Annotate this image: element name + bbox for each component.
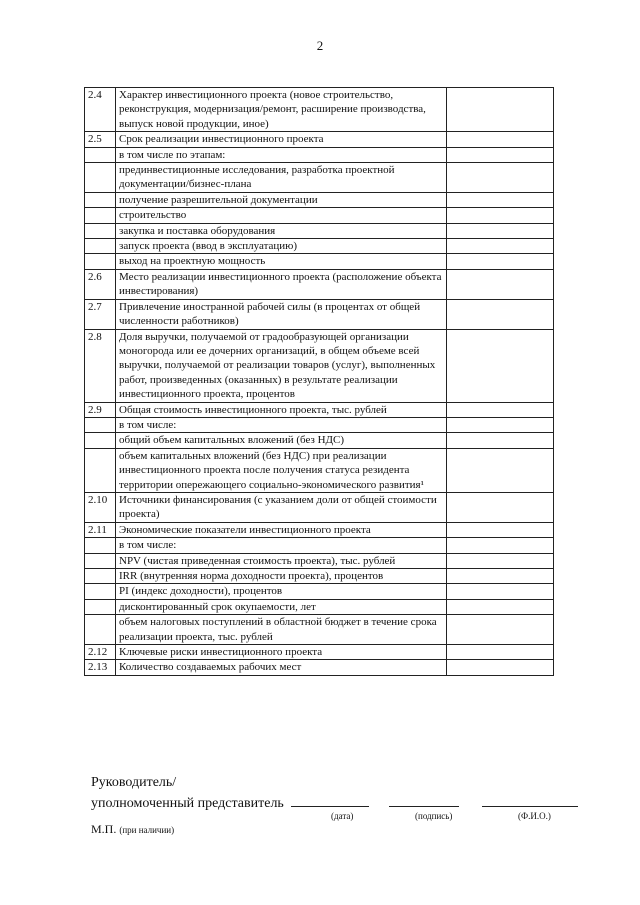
table-row [85, 402, 554, 417]
row-number [85, 208, 116, 223]
row-description: получение разрешительной документации [116, 192, 447, 207]
row-description: дисконтированный срок окупаемости, лет [116, 599, 447, 614]
row-number [85, 448, 116, 492]
table-row [85, 522, 554, 537]
table-row [85, 329, 554, 402]
row-value-cell[interactable] [447, 299, 554, 329]
signer-title-line1: Руководитель/ [91, 775, 177, 790]
table-row [85, 132, 554, 147]
table-row [85, 599, 554, 614]
row-description: Ключевые риски инвестиционного проекта [116, 645, 447, 660]
row-value-cell[interactable] [447, 192, 554, 207]
row-value-cell[interactable] [447, 584, 554, 599]
row-value-cell[interactable] [447, 522, 554, 537]
table-row [85, 569, 554, 584]
row-description: объем налоговых поступлений в областной бюджет в течение срока реализации проекта, тыс. рублей [116, 615, 447, 645]
table-row [85, 660, 554, 675]
row-value-cell[interactable] [447, 402, 554, 417]
row-description: PI (индекс доходности), процентов [116, 584, 447, 599]
row-value-cell[interactable] [447, 599, 554, 614]
row-description: NPV (чистая приведенная стоимость проекта), тыс. рублей [116, 553, 447, 568]
table-row [85, 433, 554, 448]
row-description: прединвестиционные исследования, разработка проектной документации/бизнес-плана [116, 163, 447, 193]
row-description: закупка и поставка оборудования [116, 223, 447, 238]
table-row [85, 584, 554, 599]
row-number [85, 599, 116, 614]
row-number [85, 569, 116, 584]
row-description: в том числе: [116, 417, 447, 432]
stamp-place [91, 822, 174, 837]
project-info-table [84, 87, 554, 676]
row-description: объем капитальных вложений (без НДС) при реализации инвестиционного проекта после получения статуса резидента территории опережающего социально-экономического развития¹ [116, 448, 447, 492]
row-value-cell[interactable] [447, 239, 554, 254]
row-number: 2.13 [85, 660, 116, 675]
table-row [85, 223, 554, 238]
row-number [85, 239, 116, 254]
row-value-cell[interactable] [447, 254, 554, 269]
row-description: Количество создаваемых рабочих мест [116, 660, 447, 675]
row-value-cell[interactable] [447, 615, 554, 645]
row-number: 2.8 [85, 329, 116, 402]
row-description: Место реализации инвестиционного проекта (расположение объекта инвестирования) [116, 269, 447, 299]
row-description: IRR (внутренняя норма доходности проекта), процентов [116, 569, 447, 584]
table-row [85, 553, 554, 568]
signature-caption: (подпись) [415, 811, 453, 821]
table-row [85, 615, 554, 645]
name-caption: (Ф.И.О.) [518, 811, 551, 821]
row-number: 2.7 [85, 299, 116, 329]
row-number [85, 417, 116, 432]
row-value-cell[interactable] [447, 269, 554, 299]
table-row [85, 492, 554, 522]
row-number: 2.4 [85, 88, 116, 132]
table-row [85, 645, 554, 660]
row-number [85, 147, 116, 162]
row-description: Источники финансирования (с указанием доли от общей стоимости проекта) [116, 492, 447, 522]
row-number: 2.9 [85, 402, 116, 417]
row-value-cell[interactable] [447, 645, 554, 660]
stamp-label: М.П. [91, 822, 117, 836]
row-number: 2.12 [85, 645, 116, 660]
table-row [85, 269, 554, 299]
row-number: 2.10 [85, 492, 116, 522]
date-line[interactable] [291, 792, 369, 807]
row-description: в том числе: [116, 538, 447, 553]
row-value-cell[interactable] [447, 553, 554, 568]
row-description: Экономические показатели инвестиционного проекта [116, 522, 447, 537]
row-value-cell[interactable] [447, 448, 554, 492]
row-value-cell[interactable] [447, 492, 554, 522]
signature-block [91, 773, 578, 813]
row-description: общий объем капитальных вложений (без НДС) [116, 433, 447, 448]
row-number: 2.11 [85, 522, 116, 537]
row-value-cell[interactable] [447, 433, 554, 448]
table-row [85, 147, 554, 162]
row-number [85, 223, 116, 238]
row-description: Доля выручки, получаемой от градообразующей организации моногорода или ее дочерних организаций, в общем объеме всей выручки, получаемой от реализации товаров (услуг), выполненных работ, произведенных (оказанных) в результате реализации инвестиционного проекта, процентов [116, 329, 447, 402]
row-description: Срок реализации инвестиционного проекта [116, 132, 447, 147]
row-value-cell[interactable] [447, 163, 554, 193]
row-number [85, 163, 116, 193]
row-value-cell[interactable] [447, 223, 554, 238]
date-caption: (дата) [331, 811, 354, 821]
row-value-cell[interactable] [447, 132, 554, 147]
stamp-note: (при наличии) [119, 825, 175, 835]
row-number: 2.5 [85, 132, 116, 147]
row-number [85, 538, 116, 553]
row-number [85, 192, 116, 207]
row-number [85, 584, 116, 599]
row-description: Привлечение иностранной рабочей силы (в процентах от общей численности работников) [116, 299, 447, 329]
row-description: в том числе по этапам: [116, 147, 447, 162]
row-number: 2.6 [85, 269, 116, 299]
table-row [85, 254, 554, 269]
name-line[interactable] [482, 792, 578, 807]
row-value-cell[interactable] [447, 538, 554, 553]
row-value-cell[interactable] [447, 660, 554, 675]
row-number [85, 553, 116, 568]
row-number [85, 254, 116, 269]
table-row [85, 88, 554, 132]
row-description: выход на проектную мощность [116, 254, 447, 269]
row-value-cell[interactable] [447, 88, 554, 132]
table-row [85, 192, 554, 207]
row-number [85, 433, 116, 448]
row-value-cell[interactable] [447, 147, 554, 162]
row-number [85, 615, 116, 645]
row-description: запуск проекта (ввод в эксплуатацию) [116, 239, 447, 254]
row-description: Общая стоимость инвестиционного проекта, тыс. рублей [116, 402, 447, 417]
table-row [85, 417, 554, 432]
table-row [85, 538, 554, 553]
row-value-cell[interactable] [447, 569, 554, 584]
table-row [85, 208, 554, 223]
table-row [85, 163, 554, 193]
signer-title-line2 [91, 792, 578, 813]
table-row [85, 239, 554, 254]
signer-title-text: уполномоченный представитель [91, 796, 284, 811]
table-row [85, 299, 554, 329]
row-value-cell[interactable] [447, 329, 554, 402]
row-description: строительство [116, 208, 447, 223]
row-value-cell[interactable] [447, 208, 554, 223]
signature-line[interactable] [389, 792, 459, 807]
row-description: Характер инвестиционного проекта (новое строительство, реконструкция, модернизация/ремонт, расширение производства, выпуск новой продукции, иное) [116, 88, 447, 132]
table-row [85, 448, 554, 492]
row-value-cell[interactable] [447, 417, 554, 432]
page-number: 2 [316, 38, 324, 53]
